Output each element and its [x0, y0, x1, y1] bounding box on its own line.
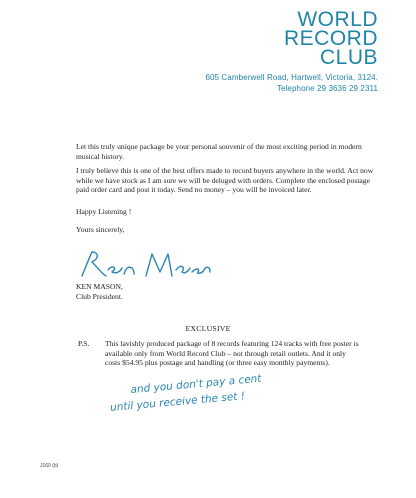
form-code: J160 (b): [40, 463, 59, 469]
paragraph-offer: I truly believe this is one of the best offers made to record buyers anywhere in the world. Act now while we have stock as I am sure we will be deluged with orders. Complete the enclosed postage paid order card and post it today. Send no money – you will be invoiced later.: [76, 166, 374, 195]
club-logo: [205, 10, 378, 67]
logo-line-club: CLUB: [319, 46, 378, 69]
signatory-title: Club President.: [76, 292, 123, 301]
signatory-name: KEN MASON,: [76, 282, 123, 291]
telephone: Telephone 29 3636 29 2311: [276, 84, 378, 93]
ps-text: This lavishly produced package of 8 records featuring 124 tracks with free poster is available only from World Record Club – not through retail outlets. And it only costs $54.95 plus postage and handling (or three easy monthly payments).: [105, 339, 359, 368]
closing-happy-listening: Happy Listening !: [76, 207, 132, 216]
signature: [76, 246, 216, 282]
letterhead: [205, 10, 378, 94]
paragraph-souvenir: Let this truly unique package be your personal souvenir of the most exciting period in modern musical history.: [76, 142, 362, 161]
handwritten-note: [108, 360, 380, 415]
address: 605 Camberwell Road, Hartwell, Victoria, 3124.: [205, 73, 378, 82]
handwritten-line-1: and you don't pay a cent: [130, 372, 262, 397]
signatory: [76, 282, 123, 302]
handwritten-line-2: until you receive the set !: [109, 390, 246, 414]
ps-label: P.S.: [78, 339, 90, 348]
logo-line-record: RECORD: [283, 27, 378, 50]
closing-yours-sincerely: Yours sincerely,: [76, 225, 125, 234]
exclusive-heading: EXCLUSIVE: [185, 324, 231, 333]
logo-line-world: WORLD: [297, 8, 378, 31]
